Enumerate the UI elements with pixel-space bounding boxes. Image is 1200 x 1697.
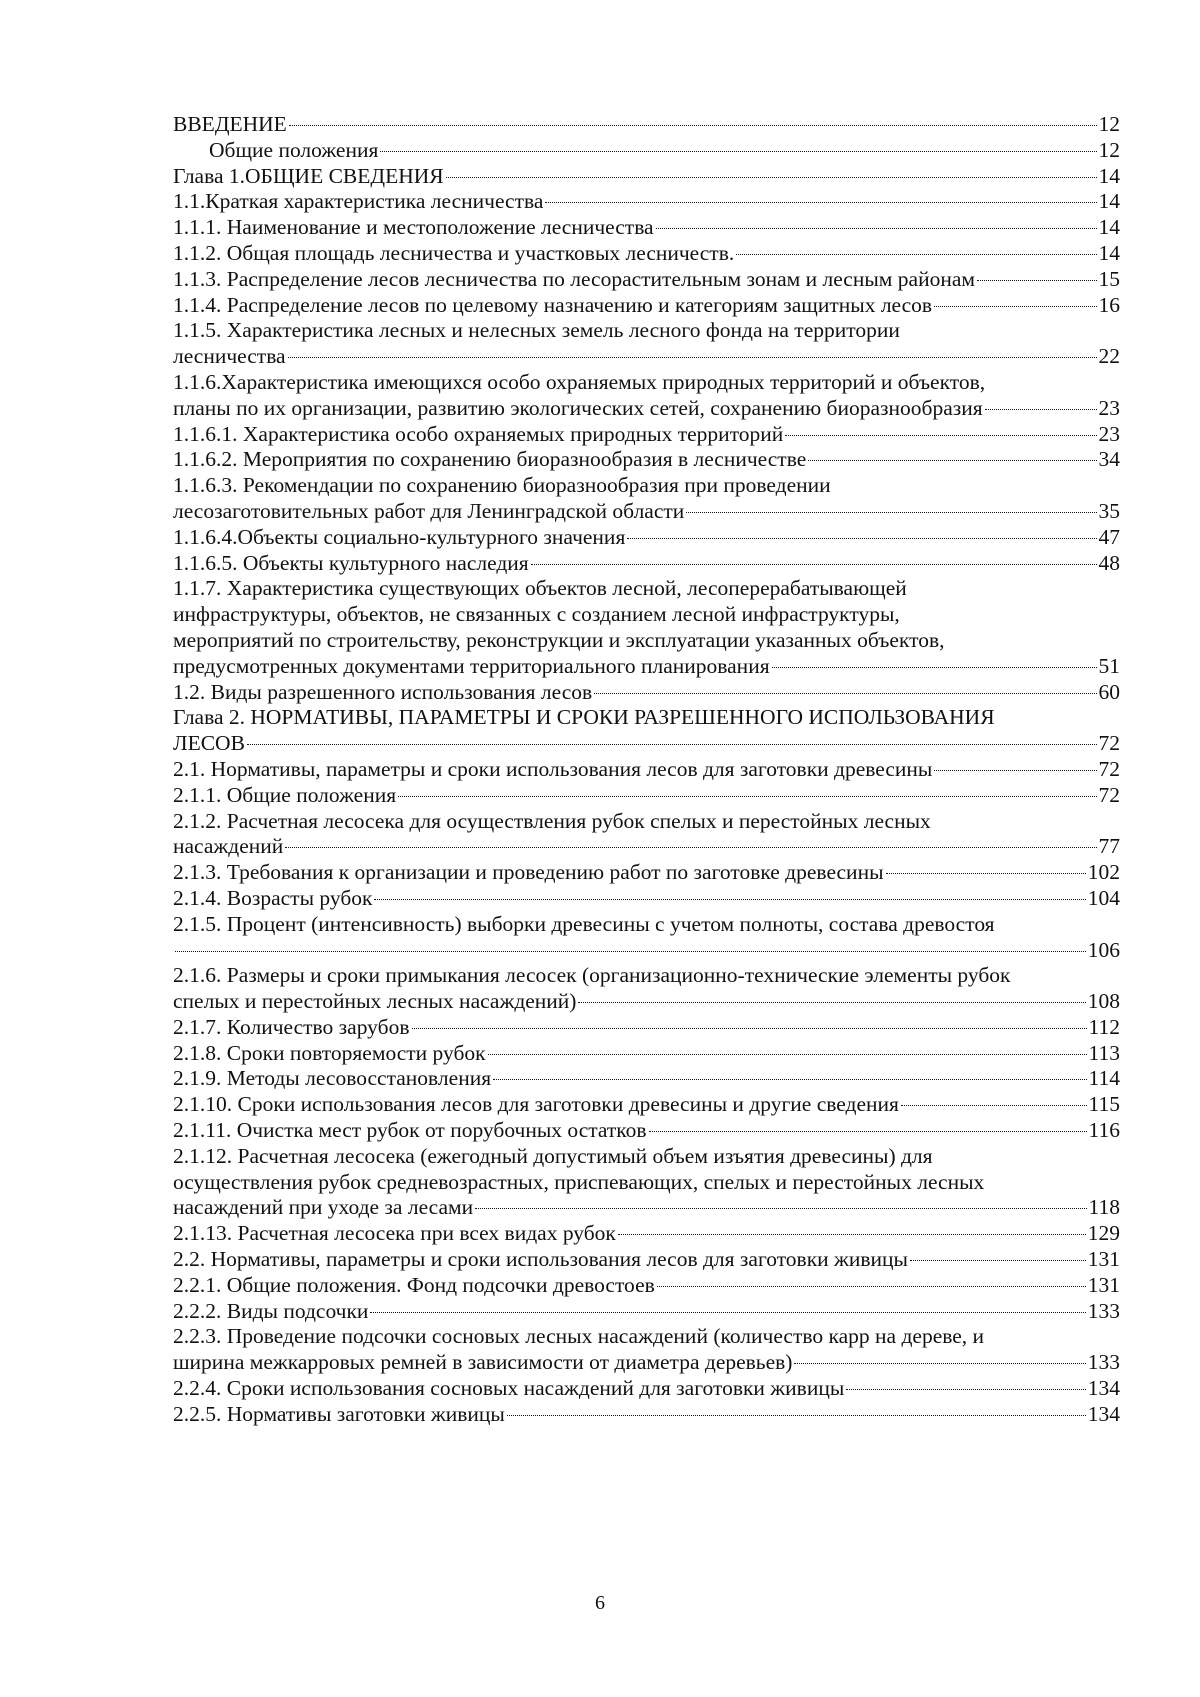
toc-page-number: 51 (1098, 653, 1120, 678)
toc-entry-title: лесозаготовительных работ для Ленинградской области (173, 498, 685, 523)
toc-entry-title: 2.1.10. Сроки использования лесов для заготовки древесины и другие сведения (173, 1092, 899, 1117)
toc-page-number: 131 (1087, 1247, 1120, 1272)
toc-entry[interactable] (173, 318, 1120, 370)
toc-entry[interactable] (173, 705, 1120, 757)
toc-entry[interactable] (173, 757, 1120, 783)
toc-entry-title: инфраструктуры, объектов, не связанных с созданием лесной инфраструктуры, (173, 602, 900, 627)
toc-entry[interactable] (173, 1144, 1120, 1221)
toc-entry-line (173, 989, 1120, 1015)
toc-entry-line (173, 1041, 1120, 1067)
toc-page-number: 134 (1087, 1401, 1120, 1426)
dot-leader (493, 1079, 1086, 1080)
toc-entry-line (173, 680, 1120, 706)
dot-leader (808, 460, 1096, 461)
toc-page-number: 23 (1098, 395, 1120, 420)
toc-entry-line (173, 1350, 1120, 1376)
toc-page-number: 131 (1087, 1272, 1120, 1297)
toc-page-number: 115 (1088, 1092, 1120, 1117)
dot-leader (594, 693, 1096, 694)
dot-leader (175, 951, 1086, 952)
dot-leader (910, 1260, 1086, 1261)
toc-entry-line (173, 1144, 1120, 1170)
toc-page-number: 16 (1098, 292, 1120, 317)
toc-entry[interactable] (173, 422, 1120, 448)
toc-entry-line (173, 963, 1120, 989)
dot-leader (977, 280, 1097, 281)
toc-entry-line (173, 783, 1120, 809)
toc-entry-title: ЛЕСОВ (173, 731, 245, 756)
toc-entry-line (173, 1324, 1120, 1350)
toc-entry-line (173, 1299, 1120, 1325)
dot-leader (785, 435, 1096, 436)
toc-entry-line (173, 1118, 1120, 1144)
toc-entry[interactable] (173, 1015, 1120, 1041)
toc-page-number: 47 (1098, 524, 1120, 549)
toc-entry-line (173, 705, 1120, 731)
toc-entry-line (173, 654, 1120, 680)
toc-entry[interactable] (173, 138, 1120, 164)
toc-entry-line (173, 473, 1120, 499)
toc-entry[interactable] (173, 525, 1120, 551)
toc-entry-line (209, 138, 1120, 164)
toc-page-number: 34 (1098, 447, 1120, 472)
toc-entry-line (173, 602, 1120, 628)
dot-leader (288, 357, 1097, 358)
toc-entry-line (173, 860, 1120, 886)
toc-page-number: 133 (1087, 1298, 1120, 1323)
toc-entry-line (173, 551, 1120, 577)
toc-page-number: 23 (1098, 421, 1120, 446)
toc-entry[interactable] (173, 447, 1120, 473)
toc-page-number: 106 (1087, 937, 1120, 962)
dot-leader (531, 564, 1097, 565)
toc-entry[interactable] (173, 241, 1120, 267)
toc-entry-line (173, 1066, 1120, 1092)
toc-entry-title: 1.2. Виды разрешенного использования лесов (173, 679, 593, 704)
toc-entry-line (173, 628, 1120, 654)
dot-leader (446, 177, 1097, 178)
toc-entry-title: 2.1.13. Расчетная лесосека при всех видах рубок (173, 1221, 616, 1246)
toc-entry-line (173, 396, 1120, 422)
toc-entry[interactable] (173, 1247, 1120, 1273)
toc-entry[interactable] (173, 1092, 1120, 1118)
toc-page-number: 114 (1088, 1066, 1120, 1091)
toc-entry[interactable] (173, 164, 1120, 190)
toc-entry-title: 2.2.3. Проведение подсочки сосновых лесных насаждений (количество карр на дереве, и (173, 1324, 985, 1349)
toc-entry-title: 2.1.7. Количество зарубов (173, 1014, 410, 1039)
page-number: 6 (595, 1592, 605, 1614)
dot-leader (985, 409, 1097, 410)
toc-entry-title: 2.1.4. Возрасты рубок (173, 885, 373, 910)
toc-entry[interactable] (173, 886, 1120, 912)
toc-entry-title: 2.1.9. Методы лесовосстановления (173, 1066, 492, 1091)
dot-leader (772, 667, 1097, 668)
toc-page-number: 60 (1098, 679, 1120, 704)
dot-leader (627, 538, 1096, 539)
toc-entry-line (173, 731, 1120, 757)
toc-entry-line (173, 1376, 1120, 1402)
toc-entry-line (173, 757, 1120, 783)
dot-leader (370, 1312, 1085, 1313)
toc-entry[interactable] (173, 783, 1120, 809)
toc-entry-title: 1.1.2. Общая площадь лесничества и участковых лесничеств. (173, 240, 735, 265)
toc-entry-title: 2.1.2. Расчетная лесосека для осуществления рубок спелых и перестойных лесных (173, 808, 931, 833)
toc-entry-title: 1.1.1. Наименование и местоположение лесничества (173, 215, 654, 240)
toc-entry-line (173, 1092, 1120, 1118)
toc-entry[interactable] (173, 1299, 1120, 1325)
toc-page-number: 48 (1098, 550, 1120, 575)
toc-entry[interactable] (173, 860, 1120, 886)
toc-entry-line (173, 576, 1120, 602)
toc-entry-title: Общие положения (209, 137, 379, 162)
toc-entry-title: 2.2.2. Виды подсочки (173, 1298, 369, 1323)
toc-entry-title: 1.1.6.Характеристика имеющихся особо охраняемых природных территорий и объектов, (173, 369, 986, 394)
toc-entry[interactable] (173, 370, 1120, 422)
toc-entry[interactable] (173, 473, 1120, 525)
toc-page-number: 116 (1088, 1118, 1120, 1143)
toc-page-number: 134 (1087, 1376, 1120, 1401)
dot-leader (475, 1208, 1086, 1209)
dot-leader (649, 1131, 1087, 1132)
toc-entry-title: 1.1.6.1. Характеристика особо охраняемых природных территорий (173, 421, 784, 446)
toc-entry-line (173, 499, 1120, 525)
toc-page-number: 12 (1098, 112, 1120, 136)
toc-entry-title: 1.1.3. Распределение лесов лесничества по лесорастительным зонам и лесным районам (173, 266, 975, 291)
toc-entry-title: 2.1.12. Расчетная лесосека (ежегодный допустимый объем изъятия древесины) для (173, 1143, 933, 1168)
toc-entry-line (173, 1402, 1120, 1428)
toc-entry[interactable] (173, 809, 1120, 861)
toc-entry-line (173, 293, 1120, 319)
toc-page-number: 12 (1098, 137, 1120, 162)
toc-entry-title: 2.1.5. Процент (интенсивность) выборки древесины с учетом полноты, состава древостоя (173, 911, 995, 936)
toc-entry-title: 2.1. Нормативы, параметры и сроки использования лесов для заготовки древесины (173, 756, 933, 781)
toc-page-number: 104 (1087, 885, 1120, 910)
toc-entry-title: лесничества (173, 344, 286, 369)
toc-entry-line (173, 164, 1120, 190)
toc-entry-title: спелых и перестойных лесных насаждений) (173, 989, 577, 1014)
dot-leader (247, 744, 1097, 745)
toc-page-number: 14 (1098, 163, 1120, 188)
toc-page-number: 35 (1098, 498, 1120, 523)
toc-entry-title: ширина межкарровых ремней в зависимости от диаметра деревьев) (173, 1350, 793, 1375)
toc-entry-title: 2.2.4. Сроки использования сосновых насаждений для заготовки живицы (173, 1376, 845, 1401)
toc-entry-line (173, 938, 1120, 964)
toc-entry[interactable] (173, 1221, 1120, 1247)
dot-leader (398, 796, 1096, 797)
toc-entry-line (173, 112, 1120, 138)
toc-entry-line (173, 886, 1120, 912)
toc-entry-title: 2.1.6. Размеры и сроки примыкания лесосек (организационно-технические элементы рубок (173, 963, 1011, 988)
toc-page-number: 108 (1087, 989, 1120, 1014)
toc-page-number: 112 (1088, 1014, 1120, 1039)
dot-leader (686, 512, 1096, 513)
dot-leader (289, 125, 1097, 126)
toc-page-number: 77 (1098, 834, 1120, 859)
toc-entry-line (173, 809, 1120, 835)
toc-entry[interactable] (173, 1066, 1120, 1092)
toc-page-number: 113 (1088, 1040, 1120, 1065)
toc-entry[interactable] (173, 1324, 1120, 1376)
toc-entry-title: мероприятий по строительству, реконструкции и эксплуатации указанных объектов, (173, 627, 945, 652)
toc-entry-title: планы по их организации, развитию экологических сетей, сохранению биоразнообразия (173, 395, 983, 420)
toc-entry-title: осуществления рубок средневозрастных, приспевающих, спелых и перестойных лесных (173, 1169, 985, 1194)
toc-entry[interactable] (173, 215, 1120, 241)
toc-entry[interactable] (173, 293, 1120, 319)
dot-leader (618, 1234, 1086, 1235)
dot-leader (846, 1389, 1085, 1390)
toc-entry[interactable] (173, 1118, 1120, 1144)
toc-entry-line (173, 215, 1120, 241)
toc-entry[interactable] (173, 680, 1120, 706)
dot-leader (578, 1002, 1085, 1003)
dot-leader (656, 228, 1097, 229)
dot-leader (901, 1105, 1087, 1106)
toc-page-number: 14 (1098, 189, 1120, 214)
toc-entry-title: 1.1.6.2. Мероприятия по сохранению биоразнообразия в лесничестве (173, 447, 807, 472)
toc-entry-line (173, 525, 1120, 551)
toc-entry-title: 1.1.6.3. Рекомендации по сохранению биоразнообразия при проведении (173, 473, 831, 498)
toc-page-number: 133 (1087, 1350, 1120, 1375)
toc-entry-title: 1.1.5. Характеристика лесных и нелесных земель лесного фонда на территории (173, 318, 900, 343)
toc-entry-line (173, 1221, 1120, 1247)
dot-leader (374, 899, 1085, 900)
toc-entry-title: 1.1.6.4.Объекты социально-культурного значения (173, 524, 626, 549)
toc-entry[interactable] (173, 267, 1120, 293)
toc-entry[interactable] (173, 576, 1120, 679)
toc-page-number: 22 (1098, 344, 1120, 369)
toc-entry-title: 2.1.11. Очистка мест рубок от порубочных остатков (173, 1118, 647, 1143)
dot-leader (285, 847, 1096, 848)
toc-entry-title: 1.1.4. Распределение лесов по целевому назначению и категориям защитных лесов (173, 292, 933, 317)
dot-leader (412, 1028, 1087, 1029)
toc-entry-title: насаждений при уходе за лесами (173, 1195, 474, 1220)
dot-leader (934, 306, 1096, 307)
toc-entry-line (173, 1247, 1120, 1273)
toc-entry-line (173, 1195, 1120, 1221)
toc-entry-title: насаждений (173, 834, 284, 859)
toc-entry[interactable] (173, 1273, 1120, 1299)
toc-page-number: 102 (1087, 860, 1120, 885)
toc-entry-line (173, 189, 1120, 215)
toc-entry-title: 1.1.6.5. Объекты культурного наследия (173, 550, 529, 575)
toc-page-number: 72 (1098, 731, 1120, 756)
toc-entry[interactable] (173, 112, 1120, 138)
toc-entry-line (173, 834, 1120, 860)
toc-entry-line (173, 447, 1120, 473)
toc-entry-line (173, 1273, 1120, 1299)
dot-leader (545, 202, 1096, 203)
toc-page-number: 118 (1088, 1195, 1120, 1220)
dot-leader (794, 1363, 1085, 1364)
dot-leader (657, 1286, 1086, 1287)
toc-entry-title: 2.2.1. Общие положения. Фонд подсочки древостоев (173, 1272, 655, 1297)
toc-entry-line (173, 912, 1120, 938)
toc-entry-title: 2.2. Нормативы, параметры и сроки использования лесов для заготовки живицы (173, 1247, 908, 1272)
toc-entry-title: ВВЕДЕНИЕ (173, 112, 287, 136)
toc-entry-line (173, 241, 1120, 267)
toc-entry-title: 1.1.Краткая характеристика лесничества (173, 189, 544, 214)
toc-entry-title: Глава 2. НОРМАТИВЫ, ПАРАМЕТРЫ И СРОКИ РАЗРЕШЕННОГО ИСПОЛЬЗОВАНИЯ (173, 705, 995, 730)
toc-entry[interactable] (173, 551, 1120, 577)
toc-entry-title: 2.2.5. Нормативы заготовки живицы (173, 1401, 505, 1426)
dot-leader (934, 770, 1096, 771)
toc-entry-line (173, 1170, 1120, 1196)
toc-page-number: 129 (1087, 1221, 1120, 1246)
toc-entry-line (173, 344, 1120, 370)
toc-entry[interactable] (173, 189, 1120, 215)
toc-entry[interactable] (173, 912, 1120, 964)
toc-page-number: 14 (1098, 240, 1120, 265)
toc-entry-title: Глава 1.ОБЩИЕ СВЕДЕНИЯ (173, 163, 444, 188)
dot-leader (380, 151, 1096, 152)
toc-page-number: 72 (1098, 756, 1120, 781)
toc-entry-title: 2.1.1. Общие положения (173, 782, 397, 807)
toc-entry-line (173, 267, 1120, 293)
toc-entry[interactable] (173, 1402, 1120, 1428)
toc-entry-line (173, 318, 1120, 344)
toc-entry-line (173, 1015, 1120, 1041)
table-of-contents (173, 112, 1120, 1428)
toc-entry-title: 1.1.7. Характеристика существующих объектов лесной, лесоперерабатывающей (173, 576, 907, 601)
toc-entry[interactable] (173, 1041, 1120, 1067)
toc-entry-line (173, 422, 1120, 448)
toc-entry-line (173, 370, 1120, 396)
dot-leader (886, 873, 1086, 874)
toc-entry-title: 2.1.3. Требования к организации и проведению работ по заготовке древесины (173, 860, 884, 885)
toc-page-number: 72 (1098, 782, 1120, 807)
toc-entry-title: 2.1.8. Сроки повторяемости рубок (173, 1040, 486, 1065)
toc-page-number: 15 (1098, 266, 1120, 291)
toc-entry[interactable] (173, 963, 1120, 1015)
toc-entry[interactable] (173, 1376, 1120, 1402)
dot-leader (736, 254, 1096, 255)
dot-leader (507, 1415, 1086, 1416)
toc-entry-title: предусмотренных документами территориального планирования (173, 653, 770, 678)
toc-page-number: 14 (1098, 215, 1120, 240)
dot-leader (488, 1054, 1087, 1055)
